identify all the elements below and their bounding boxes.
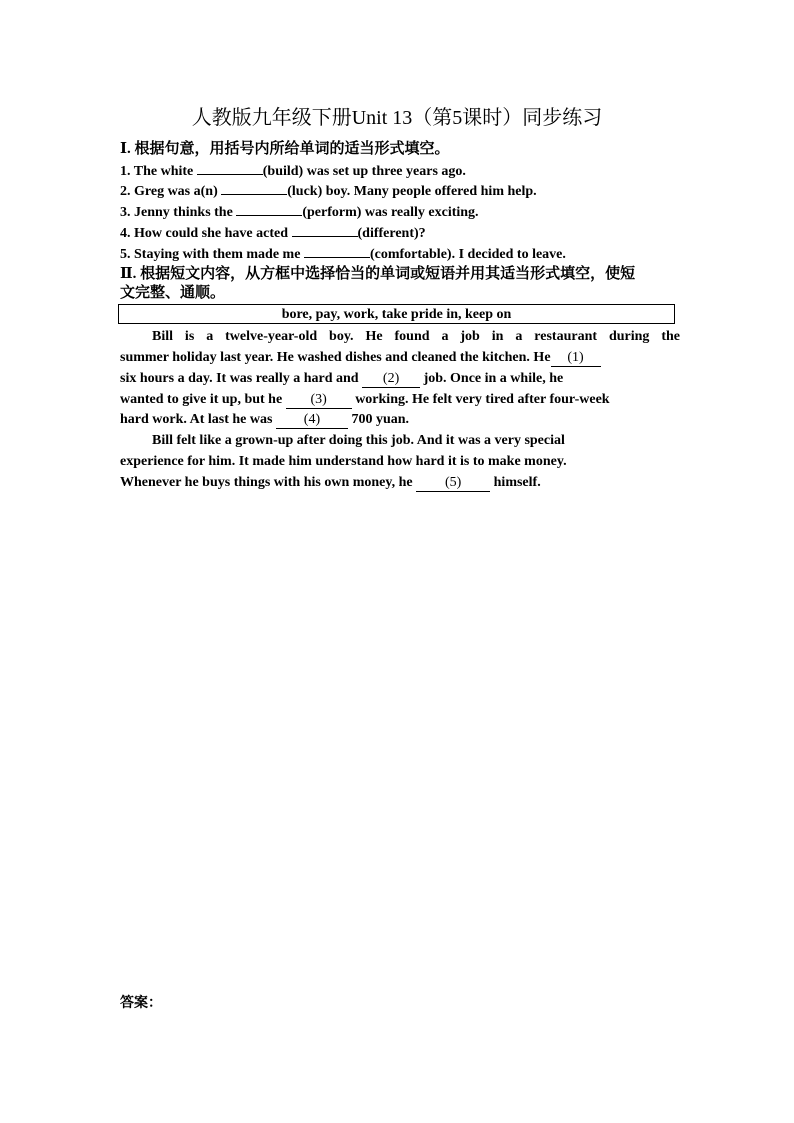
question-4: 4. How could she have acted (different)? [120, 222, 690, 244]
passage-line: Bill felt like a grown-up after doing this job. And it was a very special [152, 433, 565, 448]
passage-line: wanted to give it up, but he (3) working. He felt very tired after four-week [120, 392, 610, 407]
answer-blank[interactable] [304, 243, 370, 258]
question-2: 2. Greg was a(n) (luck) boy. Many people offered him help. [120, 180, 690, 202]
passage-blank-4[interactable]: (4) [276, 412, 348, 429]
page-title: 人教版九年级下册Unit 13（第5课时）同步练习 [191, 107, 603, 129]
answer-label: 答案： [120, 996, 162, 1011]
passage-line: experience for him. It made him understand how hard it is to make money. [120, 454, 567, 469]
question-5: 5. Staying with them made me (comfortable). I decided to leave. [120, 243, 690, 265]
passage-blank-2[interactable]: (2) [362, 371, 420, 388]
section2-heading-line1: Ⅱ. 根据短文内容，从方框中选择恰当的单词或短语并用其适当形式填空，使短 [120, 266, 636, 282]
question-1: 1. The white (build) was set up three years ago. [120, 160, 690, 182]
answer-blank[interactable] [236, 201, 302, 216]
passage-line: hard work. At last he was (4) 700 yuan. [120, 412, 410, 427]
section2-heading-line2: 文完整、通顺。 [120, 285, 226, 301]
answer-blank[interactable] [221, 180, 287, 195]
passage-blank-5[interactable]: (5) [416, 475, 490, 492]
passage-line: summer holiday last year. He washed dishes and cleaned the kitchen. He (1) [120, 348, 680, 368]
passage-blank-3[interactable]: (3) [286, 392, 352, 409]
question-3: 3. Jenny thinks the (perform) was really exciting. [120, 201, 690, 223]
passage-line: Bill is a twelve-year-old boy. He found a job in a restaurant during the [152, 329, 680, 344]
answer-blank[interactable] [197, 160, 263, 175]
passage-line: six hours a day. It was really a hard and (2) job. Once in a while, he [120, 371, 564, 386]
word-box: bore, pay, work, take pride in, keep on [118, 304, 675, 324]
passage-line: Whenever he buys things with his own money, he (5) himself. [120, 475, 541, 490]
passage-blank-1[interactable]: (1) [551, 350, 601, 367]
answer-blank[interactable] [292, 222, 358, 237]
section1-heading: Ⅰ. 根据句意，用括号内所给单词的适当形式填空。 [120, 141, 450, 157]
